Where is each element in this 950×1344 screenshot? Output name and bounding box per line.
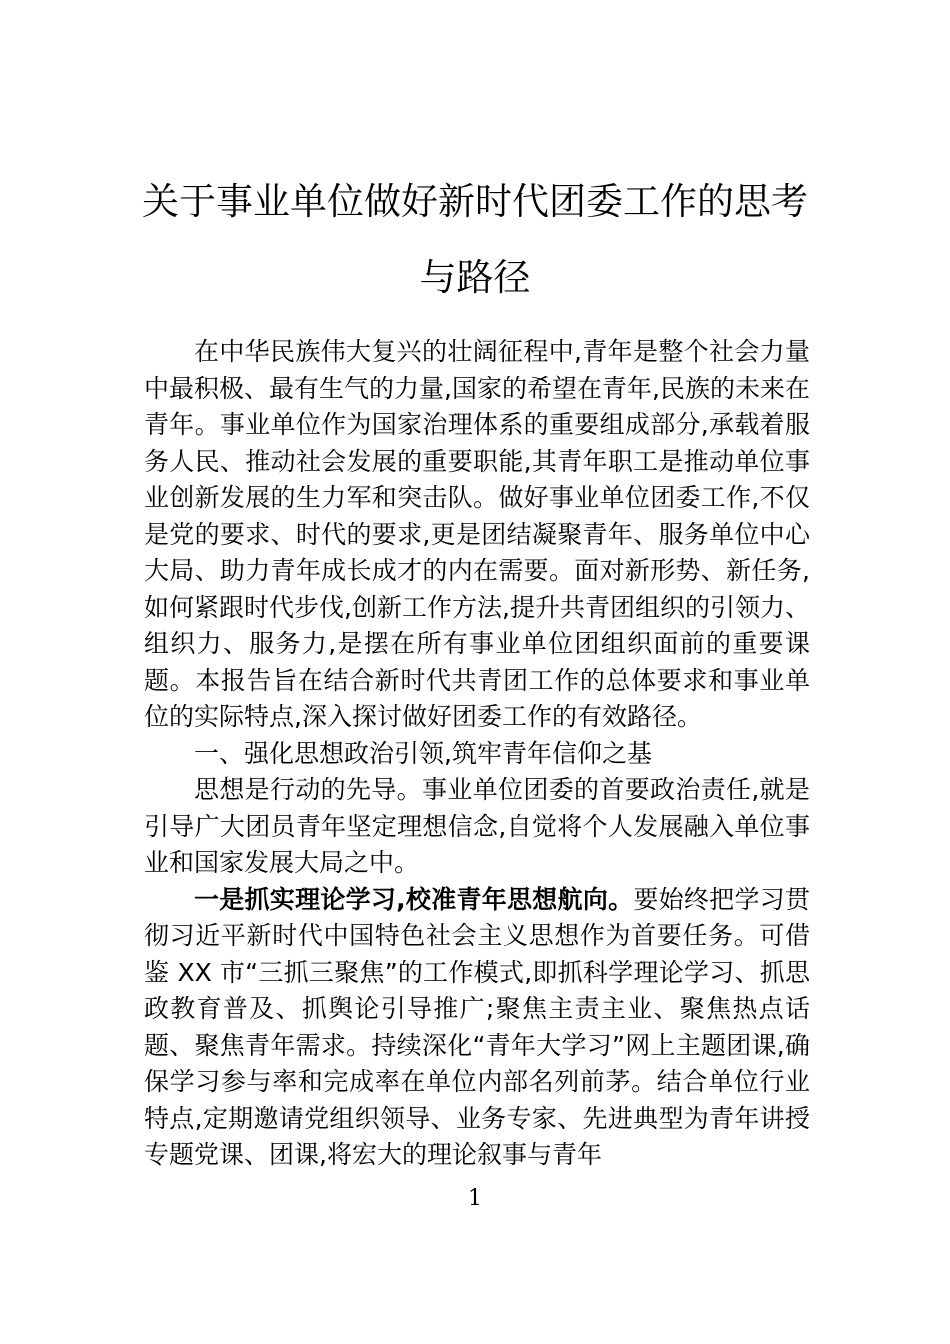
- section-heading-text: 一、强化思想政治引领,筑牢青年信仰之基: [194, 738, 652, 768]
- title-line-1: 关于事业单位做好新时代团委工作的思考: [142, 180, 808, 223]
- paragraph-text: 思想是行动的先导。事业单位团委的首要政治责任,就是引导广大团员青年坚定理想信念,自觉将个人发展融入单位事业和国家发展大局之中。: [144, 775, 810, 877]
- paragraph-point-1: [144, 882, 810, 1174]
- document-body: [144, 334, 810, 1174]
- document-title: [80, 164, 870, 316]
- paragraph-section-1-intro: [144, 772, 810, 882]
- title-line-2: 与路径: [419, 256, 531, 299]
- section-heading-1: [144, 736, 810, 773]
- paragraph-lead-bold: 一是抓实理论学习,校准青年思想航向。: [194, 884, 634, 914]
- paragraph-intro: [144, 334, 810, 736]
- page-number: 1: [468, 1186, 482, 1211]
- paragraph-text: 要始终把学习贯彻习近平新时代中国特色社会主义思想作为首要任务。可借鉴 XX 市“三抓三聚焦”的工作模式,即抓科学理论学习、抓思政教育普及、抓舆论引导推广;聚焦主责主业、聚焦热点话题、聚焦青年需求。持续深化“青年大学习”网上主题团课,确保学习参与率和完成率在单位内部名列前茅。结合单位行业特点,定期邀请党组织领导、业务专家、先进典型为青年讲授专题党课、团课,将宏大的理论叙事与青年: [144, 884, 810, 1169]
- paragraph-text: 在中华民族伟大复兴的壮阔征程中,青年是整个社会力量中最积极、最有生气的力量,国家的希望在青年,民族的未来在青年。事业单位作为国家治理体系的重要组成部分,承载着服务人民、推动社会发展的重要职能,其青年职工是推动单位事业创新发展的生力军和突击队。做好事业单位团委工作,不仅是党的要求、时代的要求,更是团结凝聚青年、服务单位中心大局、助力青年成长成才的内在需要。面对新形势、新任务,如何紧跟时代步伐,创新工作方法,提升共青团组织的引领力、组织力、服务力,是摆在所有事业单位团组织面前的重要课题。本报告旨在结合新时代共青团工作的总体要求和事业单位的实际特点,深入探讨做好团委工作的有效路径。: [144, 337, 810, 731]
